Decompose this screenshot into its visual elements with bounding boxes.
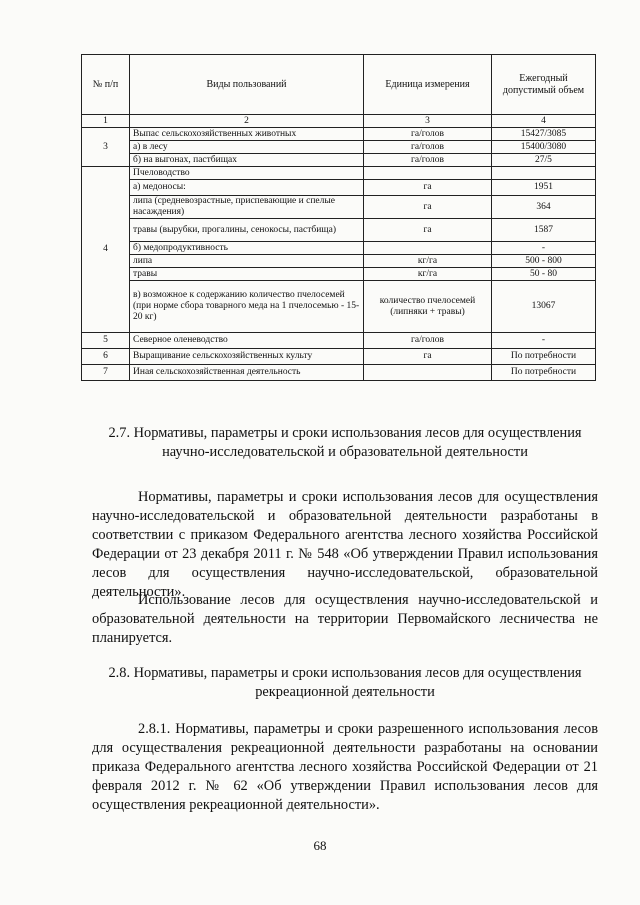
table-row [82,128,596,141]
volume-cell: 15400/3080 [492,141,596,154]
unit-cell [364,242,492,255]
table-row [82,154,596,167]
table-row [82,180,596,196]
volume-cell: 27/5 [492,154,596,167]
volume-cell: - [492,333,596,349]
table-row [82,167,596,180]
section-2-7-title: 2.7. Нормативы, параметры и сроки использования лесов для осуществления научно-исследовательской и образовательной деятельности [108,425,582,460]
header-use-type: Виды пользований [130,55,364,115]
table-row [82,219,596,242]
unit-cell: кг/га [364,268,492,281]
table-row [82,242,596,255]
column-number-row [82,115,596,128]
volume-cell: 13067 [492,281,596,333]
use-type-cell: а) в лесу [130,141,364,154]
unit-cell [364,167,492,180]
volume-cell: 50 - 80 [492,268,596,281]
unit-cell: кг/га [364,255,492,268]
table-row [82,281,596,333]
volume-cell: - [492,242,596,255]
use-type-cell: Выращивание сельскохозяйственных культу [130,349,364,365]
col-number: 4 [492,115,596,128]
forest-use-table [81,54,596,381]
table-row [82,268,596,281]
use-type-cell: травы [130,268,364,281]
table-header-row [82,55,596,115]
page-number: 68 [313,838,327,853]
unit-cell: количество пчелосемей (липняки + травы) [364,281,492,333]
table-row [82,349,596,365]
row-number-cell: 6 [82,349,130,365]
use-type-cell: Иная сельскохозяйственная деятельность [130,365,364,381]
use-type-cell: липа [130,255,364,268]
use-type-cell: Выпас сельскохозяйственных животных [130,128,364,141]
volume-cell [492,167,596,180]
use-type-cell: Северное оленеводство [130,333,364,349]
forest-use-table-body [82,55,596,381]
use-type-cell: Пчеловодство [130,167,364,180]
row-number-cell: 7 [82,365,130,381]
volume-cell: 500 - 800 [492,255,596,268]
use-type-cell: травы (вырубки, прогалины, сенокосы, пастбища) [130,219,364,242]
unit-cell [364,365,492,381]
table-row [82,333,596,349]
volume-cell: По потребности [492,365,596,381]
section-2-8-paragraph-1: 2.8.1. Нормативы, параметры и сроки разрешенного использования лесов для осуществаления рекреационной деятельности разработаны на основании приказа Федерального агентства лесного хозяйства Российской Федерации от 21 февраля 2012 г. № 62 «Об утверждении Правил использования лесов для осуществления рекреационной деятельности». [92,721,598,813]
unit-cell: га/голов [364,333,492,349]
use-type-cell: липа (средневозрастные, приспевающие и спелые насаждения) [130,196,364,219]
col-number: 2 [130,115,364,128]
table-row [82,141,596,154]
volume-cell: 1951 [492,180,596,196]
volume-cell: 15427/3085 [492,128,596,141]
volume-cell: 1587 [492,219,596,242]
table-row [82,365,596,381]
table-row [82,255,596,268]
volume-cell: По потребности [492,349,596,365]
unit-cell: га/голов [364,128,492,141]
row-number-cell: 4 [82,167,130,333]
unit-cell: га [364,180,492,196]
volume-cell: 364 [492,196,596,219]
col-number: 1 [82,115,130,128]
header-volume: Ежегодный допустимый объем [492,55,596,115]
section-2-7-paragraph-2: Использование лесов для осуществления научно-исследовательской и образовательной деятельности на территории Первомайского лесничества не планируется. [92,592,598,646]
use-type-cell: в) возможное к содержанию количество пчелосемей (при норме сбора товарного меда на 1 пчелосемью - 15-20 кг) [130,281,364,333]
unit-cell: га/голов [364,154,492,167]
col-number: 3 [364,115,492,128]
header-num: № п/п [82,55,130,115]
row-number-cell: 3 [82,128,130,167]
section-2-7-paragraph-1: Нормативы, параметры и сроки использования лесов для осуществления научно-исследовательской и образовательной деятельности разработаны в соответствии с приказом Федерального агентства лесного хозяйства Российской Федерации от 23 декабря 2011 г. № 548 «Об утверждении Правил использования лесов для осуществления научно-исследовательской, образовательной деятельности». [92,489,598,600]
header-unit: Единица измерения [364,55,492,115]
use-type-cell: б) медопродуктивность [130,242,364,255]
unit-cell: га/голов [364,141,492,154]
table-row [82,196,596,219]
unit-cell: га [364,349,492,365]
use-type-cell: а) медоносы: [130,180,364,196]
section-2-8-title: 2.8. Нормативы, параметры и сроки использования лесов для осуществления рекреационной деятельности [108,665,582,700]
unit-cell: га [364,219,492,242]
use-type-cell: б) на выгонах, пастбищах [130,154,364,167]
row-number-cell: 5 [82,333,130,349]
unit-cell: га [364,196,492,219]
